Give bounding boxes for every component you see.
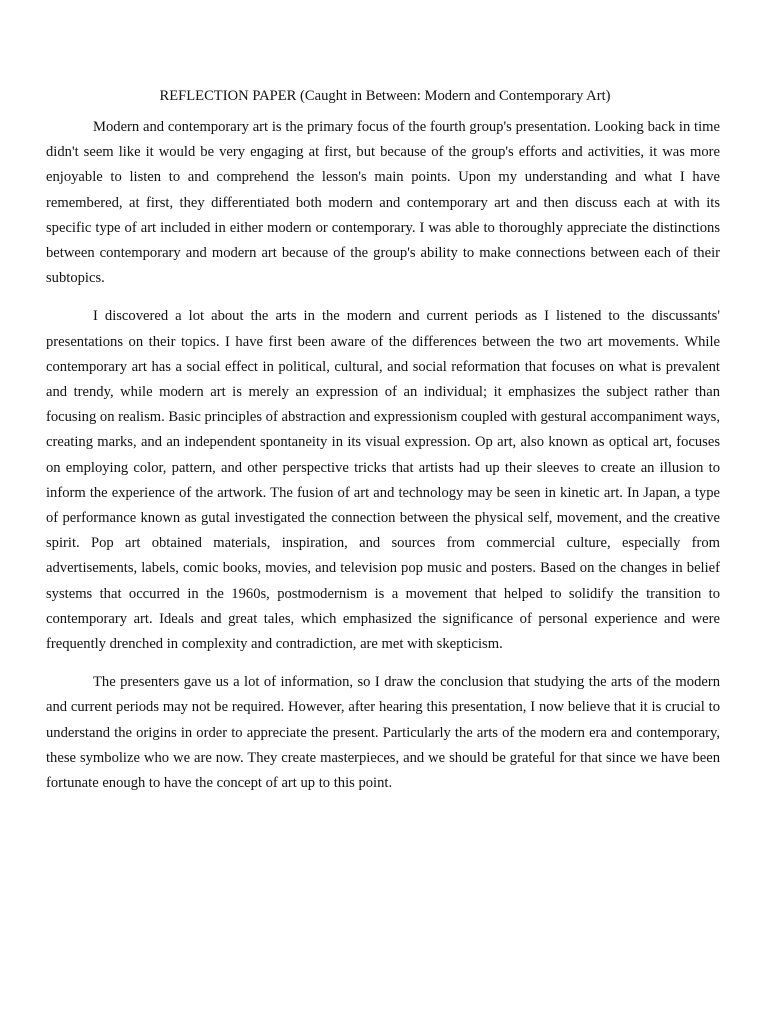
document-title: REFLECTION PAPER (Caught in Between: Modern and Contemporary Art) [159, 88, 611, 104]
paragraph-conclusion: The presenters gave us a lot of information, so I draw the conclusion that studying the arts of the modern and current periods may not be required. However, after hearing this presentation, I now believe that it is crucial to understand the origins in order to appreciate the present. Particularly the arts of the modern era and contemporary, these symbolize who we are now. They create masterpieces, and we should be grateful for that since we have been fortunate enough to have the concept of art up to this point. [46, 674, 720, 792]
paragraph-intro: Modern and contemporary art is the primary focus of the fourth group's presentation. Looking back in time didn't seem like it would be very engaging at first, but because of the group's efforts and activities, it was more enjoyable to listen to and comprehend the lesson's main points. Upon my understanding and what I have remembered, at first, they differentiated both modern and contemporary art and then discuss each at with its specific type of art included in either modern or contemporary. I was able to thoroughly appreciate the distinctions between contemporary and modern art because of the group's ability to make connections between each of their subtopics. [46, 119, 720, 287]
paragraph-body: I discovered a lot about the arts in the modern and current periods as I listened to the discussants' presentations on their topics. I have first been aware of the differences between the two art movements. While contemporary art has a social effect in political, cultural, and social reformation that focuses on what is prevalent and trendy, while modern art is merely an expression of an individual; it emphasizes the subject rather than focusing on realism. Basic principles of abstraction and expressionism coupled with gestural accompaniment ways, creating marks, and an independent spontaneity in its visual expression. Op art, also known as optical art, focuses on employing color, pattern, and other perspective tricks that artists had up their sleeves to create an illusion to inform the experience of the artwork. The fusion of art and technology may be seen in kinetic art. In Japan, a type of performance known as gutal investigated the connection between the physical self, movement, and the creative spirit. Pop art obtained materials, inspiration, and sources from commercial culture, especially from advertisements, labels, comic books, movies, and television pop music and posters. Based on the changes in belief systems that occurred in the 1960s, postmodernism is a movement that helped to solidify the transition to contemporary art. Ideals and great tales, which emphasized the significance of personal experience and were frequently drenched in complexity and contradiction, are met with skepticism. [46, 308, 720, 653]
